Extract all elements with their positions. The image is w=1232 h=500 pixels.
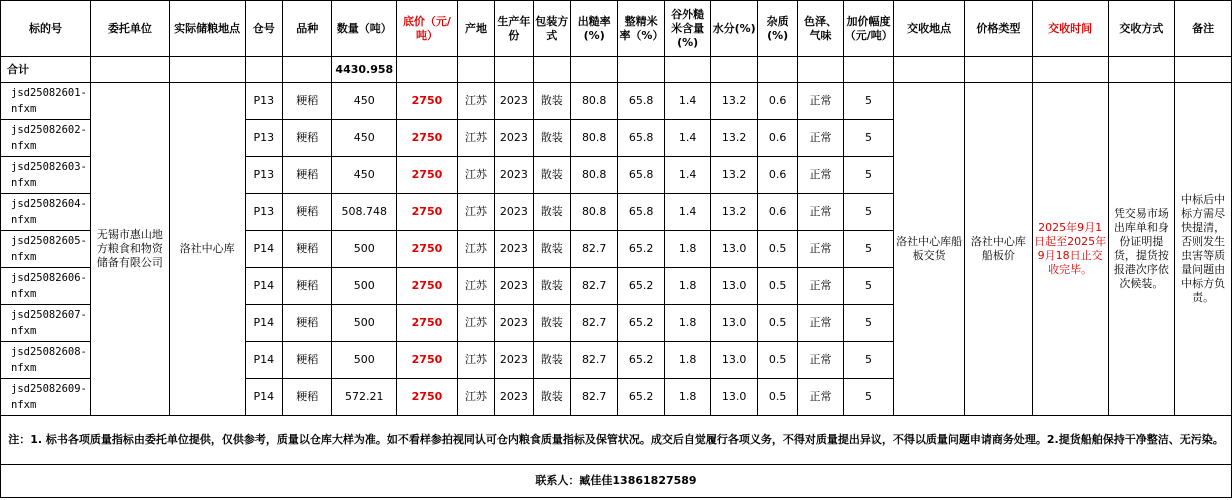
header-variety: 品种 bbox=[282, 1, 332, 57]
origin-cell: 江苏 bbox=[457, 120, 494, 157]
head-rice-cell: 65.2 bbox=[618, 231, 664, 268]
quantity-cell: 508.748 bbox=[332, 194, 397, 231]
rough-rate-cell: 82.7 bbox=[570, 268, 618, 305]
quantity-cell: 500 bbox=[332, 305, 397, 342]
packaging-cell: 散装 bbox=[533, 157, 570, 194]
color-cell: 正常 bbox=[798, 379, 843, 416]
variety-cell: 粳稻 bbox=[282, 120, 332, 157]
unripe-cell: 1.4 bbox=[664, 120, 710, 157]
origin-cell: 江苏 bbox=[457, 342, 494, 379]
moisture-cell: 13.2 bbox=[711, 83, 757, 120]
quantity-cell: 450 bbox=[332, 120, 397, 157]
year-cell: 2023 bbox=[495, 305, 533, 342]
color-cell: 正常 bbox=[798, 83, 843, 120]
year-cell: 2023 bbox=[495, 342, 533, 379]
color-cell: 正常 bbox=[798, 157, 843, 194]
moisture-cell: 13.0 bbox=[711, 305, 757, 342]
header-head-rice-rate: 整精米率（%） bbox=[618, 1, 664, 57]
variety-cell: 粳稻 bbox=[282, 379, 332, 416]
year-cell: 2023 bbox=[495, 157, 533, 194]
impurity-cell: 0.5 bbox=[757, 379, 797, 416]
head-rice-cell: 65.2 bbox=[618, 305, 664, 342]
total-label: 合计 bbox=[1, 57, 91, 83]
increment-cell: 5 bbox=[843, 268, 894, 305]
header-color-odor: 色泽、气味 bbox=[798, 1, 843, 57]
origin-cell: 江苏 bbox=[457, 194, 494, 231]
price-cell: 2750 bbox=[397, 305, 458, 342]
delivery-time-cell: 2025年9月1日起至2025年9月18日止交收完毕。 bbox=[1032, 83, 1108, 416]
tender-id: jsd25082606-nfxm bbox=[1, 268, 91, 305]
header-unripe-rice: 谷外糙米含量(%) bbox=[664, 1, 710, 57]
color-cell: 正常 bbox=[798, 305, 843, 342]
impurity-cell: 0.5 bbox=[757, 268, 797, 305]
header-consignor: 委托单位 bbox=[90, 1, 169, 57]
origin-cell: 江苏 bbox=[457, 231, 494, 268]
variety-cell: 粳稻 bbox=[282, 194, 332, 231]
header-origin: 产地 bbox=[457, 1, 494, 57]
year-cell: 2023 bbox=[495, 120, 533, 157]
unripe-cell: 1.8 bbox=[664, 231, 710, 268]
bin-cell: P13 bbox=[245, 157, 282, 194]
origin-cell: 江苏 bbox=[457, 83, 494, 120]
impurity-cell: 0.6 bbox=[757, 194, 797, 231]
header-bin: 仓号 bbox=[245, 1, 282, 57]
variety-cell: 粳稻 bbox=[282, 268, 332, 305]
contact-row bbox=[1, 465, 1232, 498]
unripe-cell: 1.8 bbox=[664, 342, 710, 379]
tender-id: jsd25082609-nfxm bbox=[1, 379, 91, 416]
total-row bbox=[1, 57, 1232, 83]
tender-id: jsd25082601-nfxm bbox=[1, 83, 91, 120]
variety-cell: 粳稻 bbox=[282, 342, 332, 379]
head-rice-cell: 65.8 bbox=[618, 194, 664, 231]
packaging-cell: 散装 bbox=[533, 305, 570, 342]
unripe-cell: 1.8 bbox=[664, 379, 710, 416]
impurity-cell: 0.5 bbox=[757, 231, 797, 268]
bin-cell: P13 bbox=[245, 120, 282, 157]
price-cell: 2750 bbox=[397, 342, 458, 379]
moisture-cell: 13.0 bbox=[711, 379, 757, 416]
header-quantity: 数量（吨） bbox=[332, 1, 397, 57]
rough-rate-cell: 80.8 bbox=[570, 83, 618, 120]
header-increment: 加价幅度（元/吨） bbox=[843, 1, 894, 57]
variety-cell: 粳稻 bbox=[282, 305, 332, 342]
increment-cell: 5 bbox=[843, 231, 894, 268]
consignor-cell: 无锡市惠山地方粮食和物资储备有限公司 bbox=[90, 83, 169, 416]
year-cell: 2023 bbox=[495, 194, 533, 231]
increment-cell: 5 bbox=[843, 157, 894, 194]
increment-cell: 5 bbox=[843, 305, 894, 342]
header-delivery-time: 交收时间 bbox=[1032, 1, 1108, 57]
price-cell: 2750 bbox=[397, 231, 458, 268]
header-delivery-location: 交收地点 bbox=[894, 1, 965, 57]
moisture-cell: 13.0 bbox=[711, 231, 757, 268]
delivery-location-cell: 洛社中心库船板交货 bbox=[894, 83, 965, 416]
header-tender-no: 标的号 bbox=[1, 1, 91, 57]
price-cell: 2750 bbox=[397, 194, 458, 231]
color-cell: 正常 bbox=[798, 194, 843, 231]
bin-cell: P14 bbox=[245, 231, 282, 268]
quantity-cell: 500 bbox=[332, 231, 397, 268]
impurity-cell: 0.5 bbox=[757, 305, 797, 342]
moisture-cell: 13.2 bbox=[711, 194, 757, 231]
rough-rate-cell: 80.8 bbox=[570, 194, 618, 231]
moisture-cell: 13.0 bbox=[711, 268, 757, 305]
header-row bbox=[1, 1, 1232, 57]
unripe-cell: 1.4 bbox=[664, 194, 710, 231]
header-remarks: 备注 bbox=[1175, 1, 1232, 57]
bin-cell: P13 bbox=[245, 194, 282, 231]
tender-id: jsd25082608-nfxm bbox=[1, 342, 91, 379]
head-rice-cell: 65.2 bbox=[618, 342, 664, 379]
unripe-cell: 1.4 bbox=[664, 83, 710, 120]
quantity-cell: 450 bbox=[332, 83, 397, 120]
origin-cell: 江苏 bbox=[457, 268, 494, 305]
packaging-cell: 散装 bbox=[533, 83, 570, 120]
year-cell: 2023 bbox=[495, 268, 533, 305]
header-delivery-method: 交收方式 bbox=[1108, 1, 1175, 57]
head-rice-cell: 65.2 bbox=[618, 379, 664, 416]
price-cell: 2750 bbox=[397, 157, 458, 194]
bin-cell: P14 bbox=[245, 305, 282, 342]
header-impurity: 杂质(%) bbox=[757, 1, 797, 57]
origin-cell: 江苏 bbox=[457, 305, 494, 342]
color-cell: 正常 bbox=[798, 268, 843, 305]
price-cell: 2750 bbox=[397, 379, 458, 416]
packaging-cell: 散装 bbox=[533, 120, 570, 157]
rough-rate-cell: 82.7 bbox=[570, 231, 618, 268]
year-cell: 2023 bbox=[495, 83, 533, 120]
tender-id: jsd25082604-nfxm bbox=[1, 194, 91, 231]
unripe-cell: 1.8 bbox=[664, 268, 710, 305]
moisture-cell: 13.0 bbox=[711, 342, 757, 379]
rough-rate-cell: 82.7 bbox=[570, 342, 618, 379]
bin-cell: P14 bbox=[245, 379, 282, 416]
variety-cell: 粳稻 bbox=[282, 231, 332, 268]
packaging-cell: 散装 bbox=[533, 268, 570, 305]
tender-id: jsd25082605-nfxm bbox=[1, 231, 91, 268]
packaging-cell: 散装 bbox=[533, 379, 570, 416]
tender-id: jsd25082603-nfxm bbox=[1, 157, 91, 194]
impurity-cell: 0.6 bbox=[757, 157, 797, 194]
bin-cell: P13 bbox=[245, 83, 282, 120]
note-row bbox=[1, 416, 1232, 465]
header-year: 生产年份 bbox=[495, 1, 533, 57]
header-packaging: 包装方式 bbox=[533, 1, 570, 57]
color-cell: 正常 bbox=[798, 342, 843, 379]
impurity-cell: 0.5 bbox=[757, 342, 797, 379]
unripe-cell: 1.8 bbox=[664, 305, 710, 342]
variety-cell: 粳稻 bbox=[282, 83, 332, 120]
header-price-type: 价格类型 bbox=[965, 1, 1033, 57]
increment-cell: 5 bbox=[843, 379, 894, 416]
increment-cell: 5 bbox=[843, 83, 894, 120]
price-cell: 2750 bbox=[397, 120, 458, 157]
increment-cell: 5 bbox=[843, 120, 894, 157]
year-cell: 2023 bbox=[495, 231, 533, 268]
total-quantity: 4430.958 bbox=[332, 57, 397, 83]
bin-cell: P14 bbox=[245, 268, 282, 305]
rough-rate-cell: 82.7 bbox=[570, 379, 618, 416]
moisture-cell: 13.2 bbox=[711, 157, 757, 194]
contact-info: 联系人：臧佳佳13861827589 bbox=[1, 465, 1232, 498]
tender-id: jsd25082602-nfxm bbox=[1, 120, 91, 157]
price-cell: 2750 bbox=[397, 268, 458, 305]
header-storage-site: 实际储粮地点 bbox=[169, 1, 245, 57]
header-moisture: 水分(%) bbox=[711, 1, 757, 57]
moisture-cell: 13.2 bbox=[711, 120, 757, 157]
price-cell: 2750 bbox=[397, 83, 458, 120]
head-rice-cell: 65.8 bbox=[618, 83, 664, 120]
impurity-cell: 0.6 bbox=[757, 120, 797, 157]
footnote: 注：1. 标书各项质量指标由委托单位提供，仅供参考，质量以仓库大样为准。如不看样参拍视同认可仓内粮食质量指标及保管状况。成交后自觉履行各项义务，不得对质量提出异议，不得以质量问题申请商务处理。2.提货船舶保持干净整洁、无污染。 bbox=[1, 416, 1232, 465]
head-rice-cell: 65.8 bbox=[618, 120, 664, 157]
head-rice-cell: 65.2 bbox=[618, 268, 664, 305]
header-base-price: 底价（元/吨） bbox=[397, 1, 458, 57]
packaging-cell: 散装 bbox=[533, 342, 570, 379]
rough-rate-cell: 82.7 bbox=[570, 305, 618, 342]
delivery-method-cell: 凭交易市场出库单和身份证明提货，提货按报港次序依次候装。 bbox=[1108, 83, 1175, 416]
origin-cell: 江苏 bbox=[457, 157, 494, 194]
remarks-cell: 中标后中标方需尽快提清，否则发生虫害等质量问题由中标方负责。 bbox=[1175, 83, 1232, 416]
bin-cell: P14 bbox=[245, 342, 282, 379]
rough-rate-cell: 80.8 bbox=[570, 157, 618, 194]
packaging-cell: 散装 bbox=[533, 231, 570, 268]
quantity-cell: 450 bbox=[332, 157, 397, 194]
rough-rate-cell: 80.8 bbox=[570, 120, 618, 157]
storage-site-cell: 洛社中心库 bbox=[169, 83, 245, 416]
color-cell: 正常 bbox=[798, 231, 843, 268]
increment-cell: 5 bbox=[843, 342, 894, 379]
variety-cell: 粳稻 bbox=[282, 157, 332, 194]
unripe-cell: 1.4 bbox=[664, 157, 710, 194]
head-rice-cell: 65.8 bbox=[618, 157, 664, 194]
header-rough-rate: 出糙率(%) bbox=[570, 1, 618, 57]
year-cell: 2023 bbox=[495, 379, 533, 416]
quantity-cell: 500 bbox=[332, 268, 397, 305]
price-type-cell: 洛社中心库船板价 bbox=[965, 83, 1033, 416]
table-row bbox=[1, 83, 1232, 120]
color-cell: 正常 bbox=[798, 120, 843, 157]
packaging-cell: 散装 bbox=[533, 194, 570, 231]
increment-cell: 5 bbox=[843, 194, 894, 231]
quantity-cell: 500 bbox=[332, 342, 397, 379]
impurity-cell: 0.6 bbox=[757, 83, 797, 120]
tender-id: jsd25082607-nfxm bbox=[1, 305, 91, 342]
origin-cell: 江苏 bbox=[457, 379, 494, 416]
quantity-cell: 572.21 bbox=[332, 379, 397, 416]
